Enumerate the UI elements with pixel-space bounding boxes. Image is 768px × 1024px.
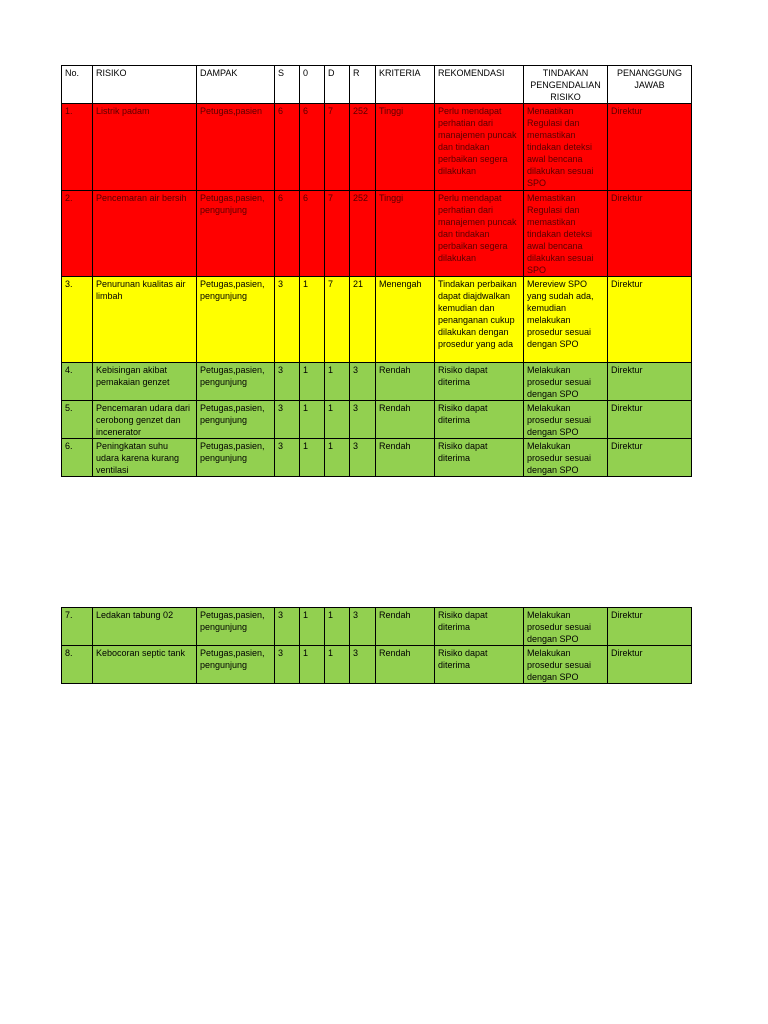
cell-penanggung-jawab: Direktur <box>608 439 692 477</box>
cell-tindakan: Melakukan prosedur sesuai dengan SPO <box>524 439 608 477</box>
header-tindakan: TINDAKAN PENGENDALIAN RISIKO <box>524 66 608 104</box>
cell-s: 3 <box>275 439 300 477</box>
cell-d: 1 <box>325 608 350 646</box>
cell-no: 6. <box>62 439 93 477</box>
header-s: S <box>275 66 300 104</box>
cell-penanggung-jawab: Direktur <box>608 608 692 646</box>
cell-no: 5. <box>62 401 93 439</box>
cell-s: 3 <box>275 401 300 439</box>
cell-dampak: Petugas,pasien, pengunjung <box>197 608 275 646</box>
cell-penanggung-jawab: Direktur <box>608 363 692 401</box>
cell-tindakan: Melakukan prosedur sesuai dengan SPO <box>524 646 608 684</box>
cell-penanggung-jawab: Direktur <box>608 191 692 277</box>
cell-r: 21 <box>350 277 376 363</box>
cell-dampak: Petugas,pasien, pengunjung <box>197 646 275 684</box>
header-o: 0 <box>300 66 325 104</box>
header-penanggung-jawab: PENANGGUNG JAWAB <box>608 66 692 104</box>
risk-table <box>61 65 692 477</box>
table-row <box>62 277 692 363</box>
table-row <box>62 439 692 477</box>
cell-o: 6 <box>300 104 325 191</box>
cell-penanggung-jawab: Direktur <box>608 104 692 191</box>
cell-no: 1. <box>62 104 93 191</box>
cell-tindakan: Memastikan Regulasi dan memastikan tindakan deteksi awal bencana dilakukan sesuai SPO <box>524 191 608 277</box>
cell-s: 6 <box>275 104 300 191</box>
cell-dampak: Petugas,pasien, pengunjung <box>197 439 275 477</box>
table-row <box>62 401 692 439</box>
header-r: R <box>350 66 376 104</box>
header-row <box>62 66 692 104</box>
cell-r: 3 <box>350 363 376 401</box>
cell-kriteria: Rendah <box>376 646 435 684</box>
cell-s: 3 <box>275 277 300 363</box>
cell-tindakan: Mereview SPO yang sudah ada, kemudian melakukan prosedur sesuai dengan SPO <box>524 277 608 363</box>
cell-risiko: Kebisingan akibat pemakaian genzet <box>93 363 197 401</box>
cell-r: 3 <box>350 646 376 684</box>
cell-kriteria: Rendah <box>376 439 435 477</box>
cell-o: 6 <box>300 191 325 277</box>
cell-r: 3 <box>350 401 376 439</box>
cell-rekomendasi: Risiko dapat diterima <box>435 401 524 439</box>
cell-rekomendasi: Risiko dapat diterima <box>435 646 524 684</box>
cell-rekomendasi: Risiko dapat diterima <box>435 439 524 477</box>
cell-o: 1 <box>300 646 325 684</box>
cell-kriteria: Rendah <box>376 363 435 401</box>
risk-table-continued <box>61 607 692 684</box>
cell-risiko: Listrik padam <box>93 104 197 191</box>
cell-risiko: Peningkatan suhu udara karena kurang ventilasi <box>93 439 197 477</box>
cell-o: 1 <box>300 439 325 477</box>
cell-d: 1 <box>325 439 350 477</box>
table-row <box>62 608 692 646</box>
cell-dampak: Petugas,pasien, pengunjung <box>197 277 275 363</box>
cell-d: 1 <box>325 401 350 439</box>
cell-risiko: Pencemaran udara dari cerobong genzet dan incenerator <box>93 401 197 439</box>
cell-no: 8. <box>62 646 93 684</box>
cell-o: 1 <box>300 608 325 646</box>
cell-risiko: Kebocoran septic tank <box>93 646 197 684</box>
cell-d: 7 <box>325 104 350 191</box>
cell-rekomendasi: Perlu mendapat perhatian dari manajemen puncak dan tindakan perbaikan segera dilakukan <box>435 191 524 277</box>
cell-penanggung-jawab: Direktur <box>608 646 692 684</box>
table-row <box>62 646 692 684</box>
cell-dampak: Petugas,pasien, pengunjung <box>197 401 275 439</box>
table-row <box>62 363 692 401</box>
cell-s: 3 <box>275 646 300 684</box>
cell-s: 6 <box>275 191 300 277</box>
cell-r: 3 <box>350 439 376 477</box>
cell-o: 1 <box>300 401 325 439</box>
cell-r: 252 <box>350 104 376 191</box>
header-dampak: DAMPAK <box>197 66 275 104</box>
cell-s: 3 <box>275 608 300 646</box>
cell-d: 7 <box>325 277 350 363</box>
cell-no: 4. <box>62 363 93 401</box>
cell-rekomendasi: Perlu mendapat perhatian dari manajemen puncak dan tindakan perbaikan segera dilakukan <box>435 104 524 191</box>
cell-risiko: Ledakan tabung 02 <box>93 608 197 646</box>
cell-o: 1 <box>300 363 325 401</box>
cell-no: 7. <box>62 608 93 646</box>
cell-rekomendasi: Tindakan perbaikan dapat diajdwalkan kemudian dan penanganan cukup dilakukan dengan prosedur yang ada <box>435 277 524 363</box>
header-no: No. <box>62 66 93 104</box>
cell-rekomendasi: Risiko dapat diterima <box>435 363 524 401</box>
cell-d: 1 <box>325 363 350 401</box>
cell-d: 7 <box>325 191 350 277</box>
cell-kriteria: Rendah <box>376 401 435 439</box>
cell-r: 252 <box>350 191 376 277</box>
header-rekomendasi: REKOMENDASI <box>435 66 524 104</box>
cell-d: 1 <box>325 646 350 684</box>
cell-dampak: Petugas,pasien, pengunjung <box>197 191 275 277</box>
cell-tindakan: Melakukan prosedur sesuai dengan SPO <box>524 363 608 401</box>
table-row <box>62 191 692 277</box>
cell-dampak: Petugas,pasien, pengunjung <box>197 363 275 401</box>
cell-rekomendasi: Risiko dapat diterima <box>435 608 524 646</box>
cell-no: 3. <box>62 277 93 363</box>
cell-tindakan: Melakukan prosedur sesuai dengan SPO <box>524 401 608 439</box>
cell-risiko: Pencemaran air bersih <box>93 191 197 277</box>
cell-tindakan: Melakukan prosedur sesuai dengan SPO <box>524 608 608 646</box>
cell-kriteria: Tinggi <box>376 104 435 191</box>
cell-tindakan: Menaatikan Regulasi dan memastikan tindakan deteksi awal bencana dilakukan sesuai SPO <box>524 104 608 191</box>
header-risiko: RISIKO <box>93 66 197 104</box>
cell-penanggung-jawab: Direktur <box>608 401 692 439</box>
cell-dampak: Petugas,pasien <box>197 104 275 191</box>
cell-o: 1 <box>300 277 325 363</box>
cell-kriteria: Tinggi <box>376 191 435 277</box>
cell-penanggung-jawab: Direktur <box>608 277 692 363</box>
table-row <box>62 104 692 191</box>
cell-kriteria: Menengah <box>376 277 435 363</box>
cell-r: 3 <box>350 608 376 646</box>
cell-kriteria: Rendah <box>376 608 435 646</box>
cell-no: 2. <box>62 191 93 277</box>
header-kriteria: KRITERIA <box>376 66 435 104</box>
header-d: D <box>325 66 350 104</box>
cell-risiko: Penurunan kualitas air limbah <box>93 277 197 363</box>
cell-s: 3 <box>275 363 300 401</box>
